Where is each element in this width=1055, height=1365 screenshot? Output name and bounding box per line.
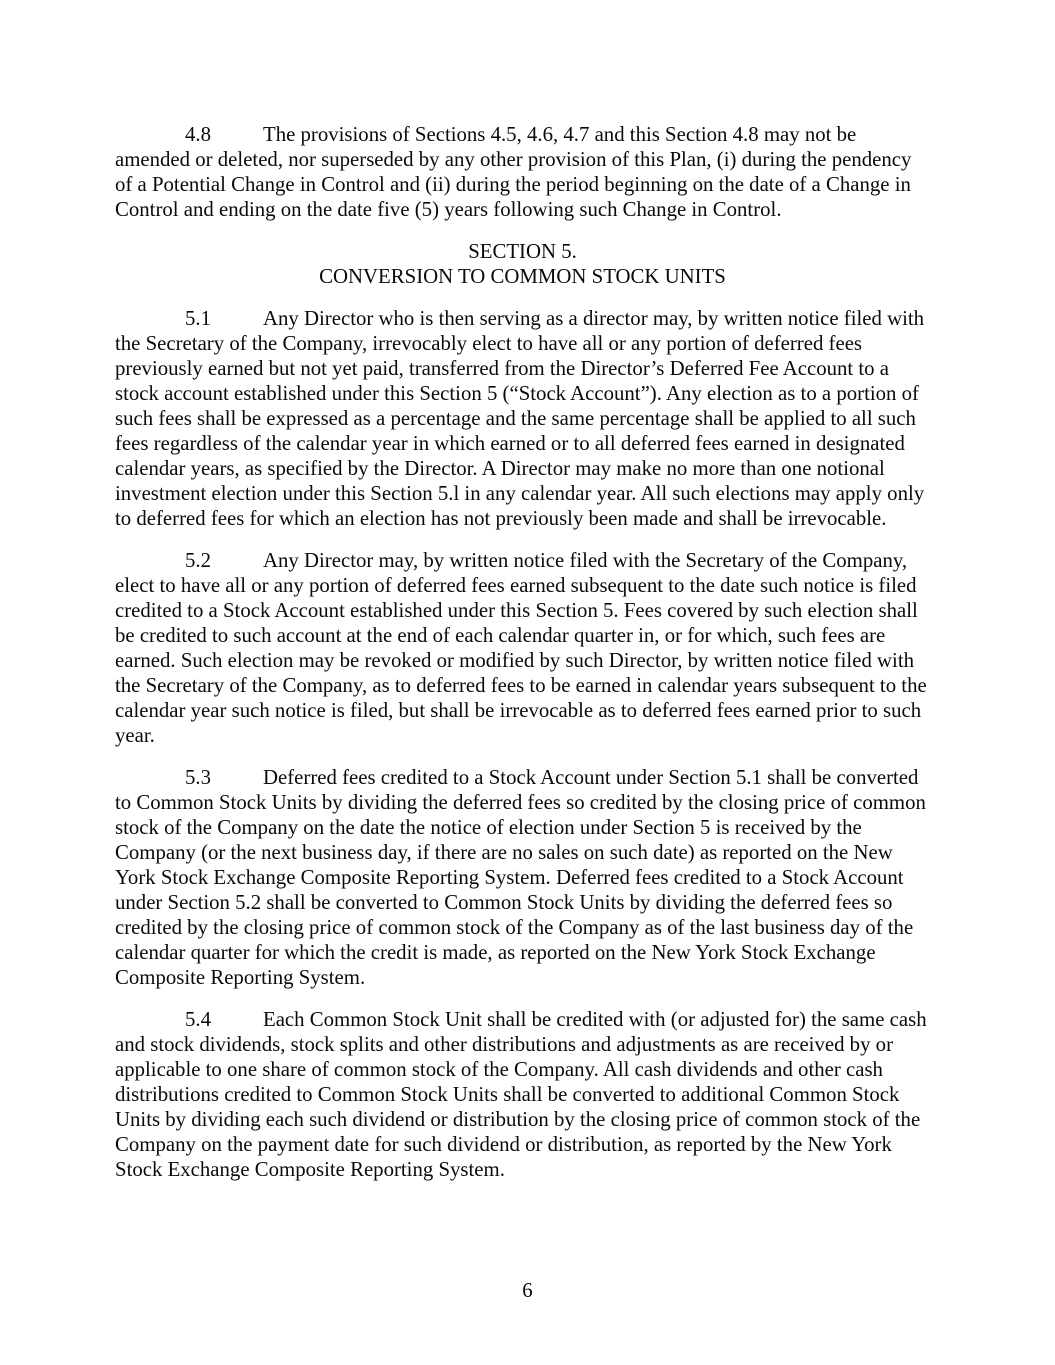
paragraph-number: 4.8 [185,123,211,146]
paragraph-number: 5.1 [185,307,211,330]
section-heading-line2: CONVERSION TO COMMON STOCK UNITS [319,265,726,288]
paragraph-number: 5.3 [185,766,211,789]
section-5-heading [115,239,930,289]
paragraph-number: 5.2 [185,549,211,572]
paragraph-5-1 [115,306,930,531]
paragraph-text: Any Director who is then serving as a director may, by written notice filed with the Secretary of the Company, irrevocably elect to have all or any portion of deferred fees previously earned but not yet paid, transferred from the Director’s Deferred Fee Account to a stock account established under this Section 5 (“Stock Account”). Any election as to a portion of such fees shall be expressed as a percentage and the same percentage shall be applied to all such fees regardless of the calendar year in which earned or to all deferred fees earned in designated calendar years, as specified by the Director. A Director may make no more than one notional investment election under this Section 5.l in any calendar year. All such elections may apply only to deferred fees for which an election has not previously been made and shall be irrevocable. [115,307,925,530]
paragraph-text: The provisions of Sections 4.5, 4.6, 4.7 and this Section 4.8 may not be amended or deleted, nor superseded by any other provision of this Plan, (i) during the pendency of a Potential Change in Control and (ii) during the period beginning on the date of a Change in Control and ending on the date five (5) years following such Change in Control. [115,123,912,221]
paragraph-text: Each Common Stock Unit shall be credited with (or adjusted for) the same cash and stock dividends, stock splits and other distributions and adjustments as are received by or applicable to one share of common stock of the Company. All cash dividends and other cash distributions credited to Common Stock Units shall be converted to additional Common Stock Units by dividing each such dividend or distribution by the closing price of common stock of the Company on the payment date for such dividend or distribution, as reported by the New York Stock Exchange Composite Reporting System. [115,1008,927,1181]
paragraph-4-8 [115,122,930,222]
paragraph-number: 5.4 [185,1008,211,1031]
paragraph-5-4 [115,1007,930,1182]
paragraph-5-2 [115,548,930,748]
paragraph-text: Any Director may, by written notice filed with the Secretary of the Company, elect to have all or any portion of deferred fees earned subsequent to the date such notice is filed credited to a Stock Account established under this Section 5. Fees covered by such election shall be credited to such account at the end of each calendar quarter in, or for which, such fees are earned. Such election may be revoked or modified by such Director, by written notice filed with the Secretary of the Company, as to deferred fees to be earned in calendar years subsequent to the calendar year such notice is filed, but shall be irrevocable as to deferred fees earned prior to such year. [115,549,927,747]
paragraph-5-3 [115,765,930,990]
paragraph-text: Deferred fees credited to a Stock Account under Section 5.1 shall be converted to Common Stock Units by dividing the deferred fees so credited by the closing price of common stock of the Company on the date the notice of election under Section 5 is received by the Company (or the next business day, if there are no sales on such date) as reported on the New York Stock Exchange Composite Reporting System. Deferred fees credited to a Stock Account under Section 5.2 shall be converted to Common Stock Units by dividing the deferred fees so credited by the closing price of common stock of the Company as of the last business day of the calendar quarter for which the credit is made, as reported on the New York Stock Exchange Composite Reporting System. [115,766,926,989]
page-number: 6 [522,1279,533,1302]
section-heading-line1: SECTION 5. [468,240,577,263]
